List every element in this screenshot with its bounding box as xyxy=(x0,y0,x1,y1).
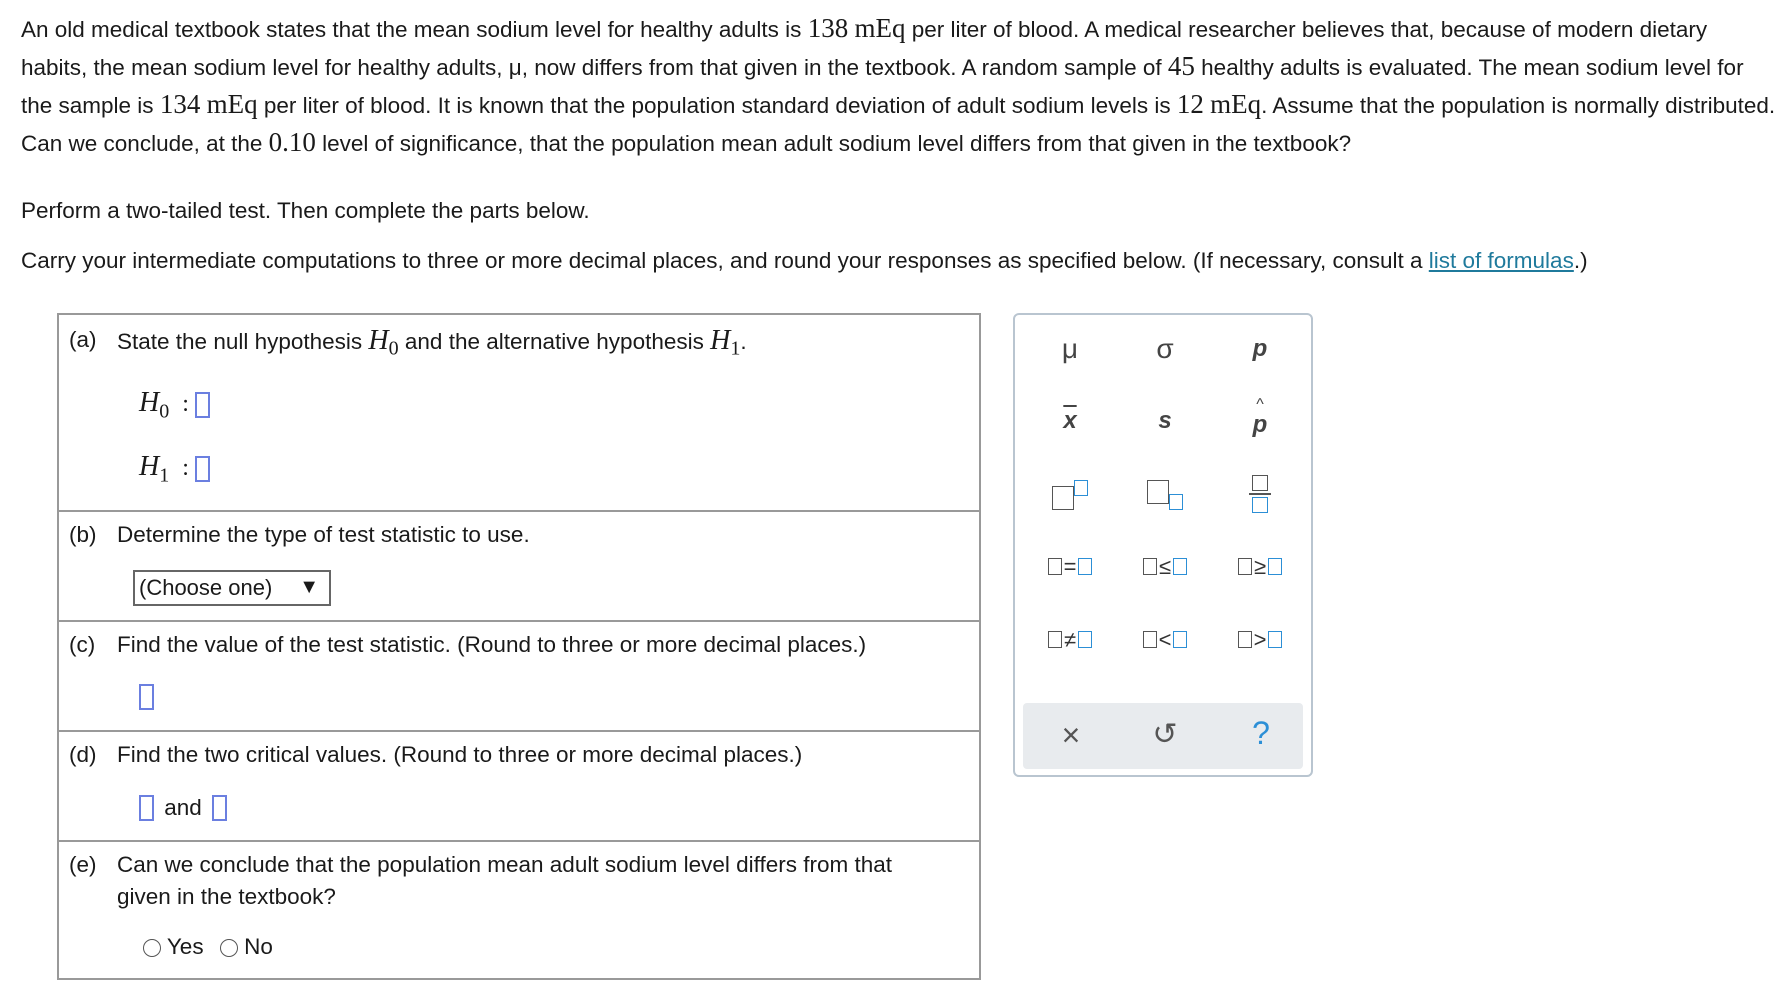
no-label: No xyxy=(244,934,273,959)
question-table xyxy=(57,313,981,980)
fraction-button[interactable] xyxy=(1220,475,1300,513)
numerator-box-icon xyxy=(1252,475,1268,491)
part-e-question: Can we conclude that the population mean adult sodium level differs from that given in the textbook? xyxy=(117,852,893,909)
mu-button[interactable]: μ xyxy=(1061,333,1079,364)
alternative-hypothesis-sub: 1 xyxy=(159,464,170,487)
part-c-question: Find the value of the test statistic. (Round to three or more decimal places.) xyxy=(117,632,867,657)
critical-value-1-input[interactable] xyxy=(139,795,154,821)
unit-meq-3: mEq xyxy=(1210,89,1262,119)
null-hypothesis-label: H xyxy=(139,387,160,418)
part-a-text-3: . xyxy=(740,329,747,354)
base-box-icon xyxy=(1147,480,1169,504)
h1-subscript: 1 xyxy=(730,337,741,360)
not-equal-button[interactable]: ≠ xyxy=(1030,625,1110,653)
problem-text-5: . Assume that the population is normally distributed. Can we conclude, at the xyxy=(21,93,1776,156)
test-statistic-select-value: (Choose one) xyxy=(139,575,273,600)
test-statistic-input[interactable] xyxy=(139,684,154,710)
problem-text-6: level of significance, that the population mean adult sodium level differs from that given in the textbook? xyxy=(315,131,1352,156)
s-button[interactable]: s xyxy=(1158,407,1172,434)
h1-symbol: H xyxy=(710,325,731,356)
sample-mean-value: 134 xyxy=(159,89,201,119)
less-equal-button[interactable]: ≤ xyxy=(1125,552,1205,580)
superscript-button[interactable] xyxy=(1030,480,1110,517)
symbol-palette xyxy=(1013,313,1313,777)
hat-icon: ^ xyxy=(1256,396,1264,413)
p-hat-letter: p xyxy=(1252,411,1268,438)
greater-than-button[interactable]: > xyxy=(1220,625,1300,653)
problem-text-2: per liter of blood. A medical researcher believes that, because of modern dietary habits, the mean sodium level for healthy adults, μ, now differs from that given in the textbook. A random sample of xyxy=(21,17,1708,80)
critical-values-row xyxy=(139,794,227,821)
alternative-colon: : xyxy=(182,455,189,481)
part-b-section xyxy=(59,510,979,620)
sigma-button[interactable]: σ xyxy=(1156,333,1174,364)
problem-text-1: An old medical textbook states that the mean sodium level for healthy adults is xyxy=(21,17,808,42)
problem-text-3: healthy adults is evaluated. The mean sodium level for the sample is xyxy=(21,55,1744,118)
part-e-section xyxy=(59,840,979,978)
alternative-hypothesis-label: H xyxy=(139,451,160,482)
yes-radio[interactable] xyxy=(143,939,161,957)
null-hypothesis-input[interactable] xyxy=(195,392,210,418)
null-colon: : xyxy=(182,391,189,417)
instruction-rounding xyxy=(21,248,1588,274)
unit-meq-2: mEq xyxy=(206,89,258,119)
part-a-question xyxy=(117,325,747,365)
part-a-text-1: State the null hypothesis xyxy=(117,329,369,354)
p-button[interactable]: p xyxy=(1252,335,1268,362)
and-text: and xyxy=(164,795,202,821)
yes-label: Yes xyxy=(166,934,204,959)
greater-equal-button[interactable]: ≥ xyxy=(1220,552,1300,580)
base-box-icon xyxy=(1052,486,1074,510)
problem-text-4: per liter of blood. It is known that the population standard deviation of adult sodium levels is xyxy=(257,93,1177,118)
part-a-text-2: and the alternative hypothesis xyxy=(398,329,711,354)
alternative-hypothesis-row xyxy=(139,451,210,488)
fraction-bar-icon xyxy=(1249,493,1271,495)
instruction-rounding-end: .) xyxy=(1573,248,1588,273)
test-statistic-select[interactable] xyxy=(133,570,331,606)
critical-value-2-input[interactable] xyxy=(212,795,227,821)
exponent-box-icon xyxy=(1074,480,1088,496)
less-than-button[interactable]: < xyxy=(1125,625,1205,653)
part-a-section xyxy=(59,315,979,510)
formulas-link[interactable]: list of formulas xyxy=(1428,248,1574,273)
unit-meq-1: mEq xyxy=(854,13,906,43)
denominator-box-icon xyxy=(1252,497,1268,513)
null-hypothesis-sub: 0 xyxy=(159,400,170,423)
sample-size-value: 45 xyxy=(1167,51,1195,81)
dropdown-arrow-icon: ▼ xyxy=(299,576,319,598)
no-radio[interactable] xyxy=(220,939,238,957)
part-d-section xyxy=(59,730,979,840)
problem-statement xyxy=(21,10,1776,162)
h0-symbol: H xyxy=(368,325,389,356)
part-b-label: (b) xyxy=(69,522,97,547)
equals-button[interactable]: = xyxy=(1030,552,1110,580)
conclusion-radio-group xyxy=(143,934,273,960)
part-d-question: Find the two critical values. (Round to three or more decimal places.) xyxy=(117,742,803,767)
textbook-mean-value: 138 xyxy=(807,13,849,43)
p-hat-button[interactable] xyxy=(1220,396,1300,439)
instruction-rounding-text: Carry your intermediate computations to three or more decimal places, and round your responses as specified below. (If necessary, consult a xyxy=(21,248,1429,273)
population-sd-value: 12 xyxy=(1176,89,1204,119)
part-c-section xyxy=(59,620,979,730)
significance-level-value: 0.10 xyxy=(268,127,316,157)
clear-icon[interactable]: × xyxy=(1061,717,1081,753)
part-c-label: (c) xyxy=(69,632,96,657)
subscript-button[interactable] xyxy=(1125,480,1205,511)
part-e-label: (e) xyxy=(69,852,97,877)
alternative-hypothesis-input[interactable] xyxy=(195,456,210,482)
help-icon[interactable]: ? xyxy=(1252,715,1270,751)
palette-action-bar xyxy=(1023,703,1303,769)
subscript-box-icon xyxy=(1169,494,1183,510)
x-bar-button[interactable]: $\overline{x}$ xyxy=(1063,407,1077,434)
part-d-label: (d) xyxy=(69,742,97,767)
part-b-question: Determine the type of test statistic to use. xyxy=(117,522,530,547)
h0-subscript: 0 xyxy=(388,337,399,360)
null-hypothesis-row xyxy=(139,387,210,424)
undo-icon[interactable]: ↺ xyxy=(1152,718,1178,751)
instruction-two-tailed: Perform a two-tailed test. Then complete the parts below. xyxy=(21,198,590,223)
part-a-label: (a) xyxy=(69,327,97,352)
